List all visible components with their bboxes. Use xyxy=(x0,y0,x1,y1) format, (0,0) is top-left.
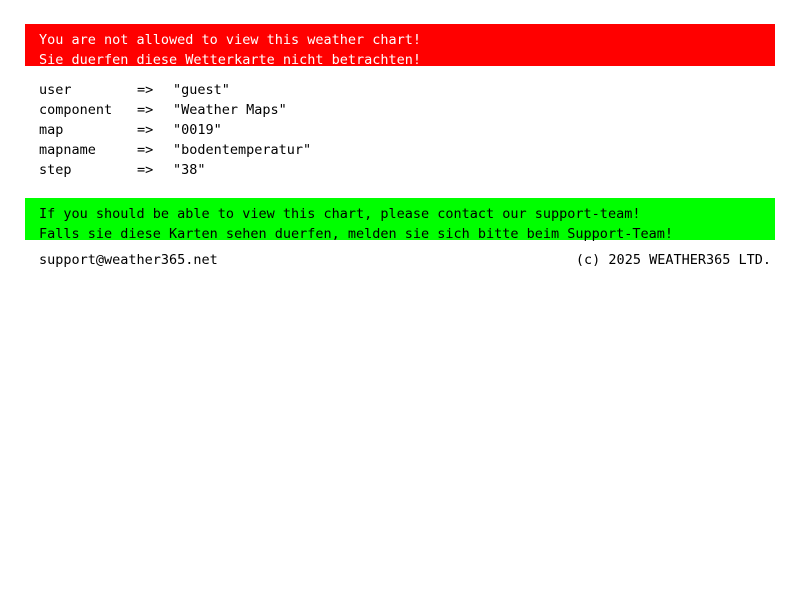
param-value-component: "Weather Maps" xyxy=(173,102,287,118)
parameter-table xyxy=(39,80,311,180)
param-value-map: "0019" xyxy=(173,122,222,138)
param-arrow: => xyxy=(137,122,154,138)
param-key-map: map xyxy=(39,122,64,138)
param-key-step: step xyxy=(39,162,72,178)
param-arrow: => xyxy=(137,82,154,98)
param-key-mapname: mapname xyxy=(39,142,96,158)
param-key-component: component xyxy=(39,102,113,118)
table-row xyxy=(39,100,311,120)
table-row xyxy=(39,140,311,160)
table-row xyxy=(39,80,311,100)
footer xyxy=(39,250,771,270)
info-banner-line-de: Falls sie diese Karten sehen duerfen, melden sie sich bitte beim Support-Team! xyxy=(39,226,673,242)
error-banner-line-de: Sie duerfen diese Wetterkarte nicht betrachten! xyxy=(39,52,422,68)
param-key-user: user xyxy=(39,82,72,98)
parameter-list xyxy=(39,80,311,180)
support-email-anchor[interactable]: support@weather365.net xyxy=(39,252,218,268)
param-value-step: "38" xyxy=(173,162,206,178)
error-banner-line-en: You are not allowed to view this weather chart! xyxy=(39,32,422,48)
error-banner xyxy=(25,24,775,66)
param-arrow: => xyxy=(137,162,154,178)
table-row xyxy=(39,160,311,180)
copyright-text: (c) 2025 WEATHER365 LTD. xyxy=(575,252,771,268)
param-arrow: => xyxy=(137,102,154,118)
info-banner xyxy=(25,198,775,240)
support-email-link[interactable] xyxy=(39,250,218,270)
info-banner-line-en: If you should be able to view this chart, please contact our support-team! xyxy=(39,206,641,222)
param-value-user: "guest" xyxy=(173,82,230,98)
table-row xyxy=(39,120,311,140)
param-value-mapname: "bodentemperatur" xyxy=(173,142,312,158)
param-arrow: => xyxy=(137,142,154,158)
